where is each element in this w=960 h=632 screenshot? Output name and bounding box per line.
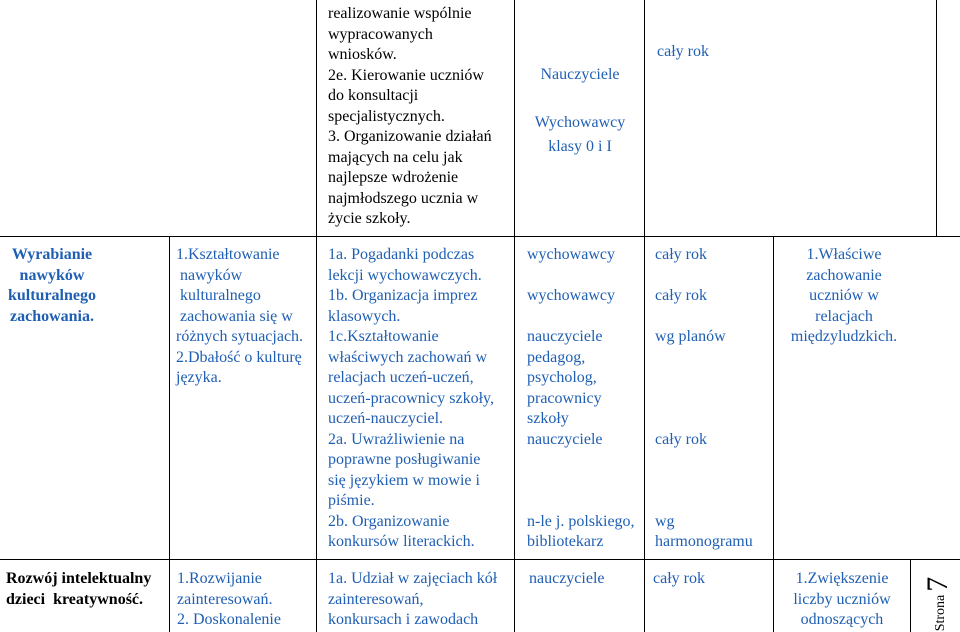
text-line: relacjach: [815, 307, 873, 325]
text-line: harmonogramu: [655, 533, 753, 550]
text-line: zachowania się w: [180, 307, 293, 325]
text-line: klasowych.: [328, 307, 401, 325]
text-line: [655, 491, 753, 512]
text-line: zainteresowań.: [177, 590, 273, 608]
text-line: liczby uczniów: [793, 590, 891, 608]
text-line: cały rok: [657, 43, 709, 60]
text-line: cały rok: [653, 570, 705, 587]
middle-effects-cell: [776, 245, 912, 348]
text-line: [655, 389, 753, 410]
text-line: 1c.Kształtowanie: [328, 328, 439, 345]
text-line: poprawne posługiwanie: [328, 451, 481, 468]
text-line: 1a. Pogadanki podczas: [328, 246, 475, 263]
text-line: [655, 368, 753, 389]
text-line: piśmie.: [328, 492, 375, 509]
col-separator-term: [773, 236, 774, 632]
text-line: bibliotekarz: [527, 533, 604, 550]
text-line: [527, 266, 635, 287]
text-line: wg planów: [655, 328, 726, 345]
text-line: Wychowawcy: [534, 114, 626, 131]
col-separator-tasks: [316, 0, 317, 632]
page-number-value: 7: [921, 576, 954, 592]
text-line: psycholog,: [527, 369, 597, 386]
text-line: uczniów w: [809, 287, 879, 304]
col-separator-activities: [514, 0, 515, 632]
page-label: Strona: [933, 594, 948, 632]
text-line: [527, 491, 635, 512]
text-line: właściwych zachowań w: [328, 348, 488, 366]
col-separator-responsible: [644, 0, 645, 632]
middle-term-cell: [655, 245, 753, 553]
middle-activities-cell: [328, 245, 494, 553]
text-line: konkursów literackich.: [328, 533, 475, 550]
text-line: 1.Właściwe: [806, 246, 882, 263]
text-line: realizowanie wspólnie: [328, 5, 472, 22]
text-line: pedagog,: [527, 348, 586, 366]
text-line: lekcji wychowawczych.: [328, 266, 482, 284]
bottom-effects-cell: [776, 569, 908, 631]
text-line: 1.Rozwijanie: [177, 570, 262, 587]
text-line: nauczyciele: [527, 430, 603, 448]
text-line: uczeń-nauczyciel.: [328, 410, 444, 427]
text-line: relacjach uczeń-uczeń,: [328, 369, 474, 386]
text-line: zachowania.: [10, 307, 94, 325]
text-line: n-le j. polskiego,: [527, 512, 635, 530]
top-activities-cell: [328, 4, 492, 230]
text-line: cały rok: [655, 430, 707, 448]
text-line: [527, 307, 635, 328]
top-responsible-cell: [516, 63, 644, 159]
page-number: [918, 570, 958, 632]
bottom-responsible-cell: [529, 569, 605, 590]
text-line: cały rok: [655, 246, 707, 263]
text-line: mających na celu jak: [328, 148, 463, 166]
text-line: języka.: [176, 369, 222, 386]
text-line: cały rok: [655, 287, 707, 304]
text-line: 1b. Organizacja imprez: [328, 287, 478, 304]
text-line: 1a. Udział w zajęciach kół: [328, 570, 498, 587]
text-line: 2e. Kierowanie uczniów: [328, 66, 484, 84]
bottom-area-cell: [6, 569, 151, 610]
text-line: Rozwój intelektualny: [6, 570, 152, 587]
text-line: uczeń-pracownicy szkoły,: [328, 389, 494, 407]
text-line: pracownicy: [527, 389, 602, 407]
text-line: [516, 87, 644, 111]
text-line: dzieci kreatywność.: [6, 590, 144, 608]
text-line: najlepsze wdrożenie: [328, 169, 459, 186]
text-line: [655, 450, 753, 471]
text-line: 2.Dbałość o kulturę: [176, 348, 302, 366]
bottom-activities-cell: [328, 569, 497, 631]
text-line: wg: [655, 512, 675, 530]
col-separator-effects-bottom: [910, 559, 911, 632]
text-line: 3. Organizowanie działań: [328, 128, 492, 145]
text-line: 1.Kształtowanie: [176, 246, 280, 263]
bottom-tasks-cell: [177, 569, 281, 631]
text-line: [655, 266, 753, 287]
text-line: Wyrabianie: [11, 246, 93, 263]
text-line: odnoszących: [800, 611, 884, 628]
text-line: szkoły: [527, 410, 569, 427]
text-line: 1.Zwiększenie: [795, 570, 889, 587]
text-line: kulturalnego: [7, 287, 96, 304]
col-separator-term-top: [936, 0, 937, 236]
text-line: najmłodszego ucznia w: [328, 189, 479, 207]
row-separator-1: [0, 236, 960, 237]
text-line: [527, 450, 635, 471]
text-line: zachowanie: [806, 266, 882, 284]
text-line: 2a. Uwrażliwienie na: [328, 430, 465, 448]
text-line: [655, 409, 753, 430]
text-line: wniosków.: [328, 46, 397, 63]
text-line: wypracowanych: [328, 25, 433, 43]
text-line: międzyludzkich.: [790, 328, 898, 345]
text-line: 2. Doskonalenie: [177, 611, 281, 628]
text-line: wychowawcy: [527, 246, 615, 263]
text-line: konkursach i zawodach: [328, 611, 479, 628]
text-line: nauczyciele: [529, 570, 605, 587]
text-line: się językiem w mowie i: [328, 471, 480, 489]
top-term-cell: [657, 42, 709, 63]
text-line: wychowawcy: [527, 287, 615, 304]
text-line: [655, 348, 753, 369]
text-line: Nauczyciele: [540, 66, 620, 83]
text-line: [655, 471, 753, 492]
middle-responsible-cell: [527, 245, 635, 553]
bottom-term-cell: [653, 569, 705, 590]
text-line: zainteresowań,: [328, 590, 424, 608]
text-line: życie szkoły.: [328, 210, 411, 227]
middle-area-cell: [0, 245, 104, 327]
text-line: klasy 0 i I: [548, 138, 612, 155]
text-line: nawyków: [19, 266, 85, 284]
text-line: specjalistycznych.: [328, 107, 445, 125]
text-line: do konsultacji: [328, 87, 419, 104]
row-separator-2: [0, 559, 960, 560]
text-line: nauczyciele: [527, 328, 603, 345]
middle-tasks-cell: [176, 245, 303, 389]
col-separator-area: [169, 236, 170, 632]
text-line: 2b. Organizowanie: [328, 512, 450, 530]
text-line: [655, 307, 753, 328]
text-line: różnych sytuacjach.: [176, 328, 304, 345]
text-line: kulturalnego: [180, 287, 261, 304]
text-line: [527, 471, 635, 492]
text-line: nawyków: [180, 266, 243, 284]
